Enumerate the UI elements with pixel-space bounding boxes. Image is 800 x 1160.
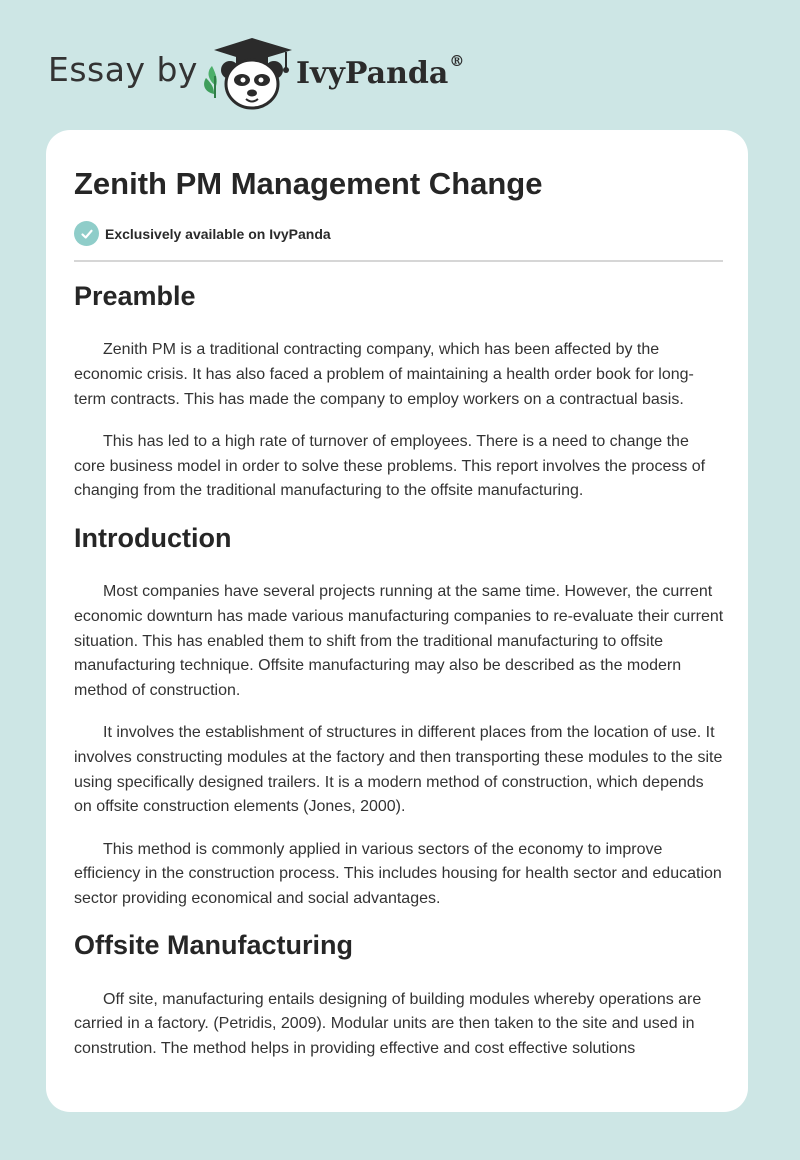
section-heading: Offsite Manufacturing (74, 930, 354, 961)
paragraph: This has led to a high rate of turnover of employees. There is a need to change the core business model in order to solve these problems. This report involves the process of changing from the traditional manufacturing to the offsite manufacturing. (74, 433, 706, 500)
section-introduction (74, 522, 724, 912)
section-heading: Introduction (74, 522, 232, 553)
page-title: Zenith PM Management Change (74, 166, 543, 201)
paragraph: Most companies have several projects running at the same time. However, the current economic downturn has made various manufacturing companies to re-evaluate their current situation. This has enabled them to shift from the traditional manufacturing to offsite manufacturing technique. Offsite manufacturing may also be described as the modern method of construction. (74, 583, 724, 699)
brand-label: IvyPanda (296, 56, 449, 91)
section-heading: Preamble (74, 281, 196, 311)
section-preamble (74, 280, 724, 504)
essay-by-label: Essay by (48, 50, 198, 89)
brand-name[interactable] (296, 52, 465, 91)
exclusive-badge (74, 221, 331, 246)
badge-text: Exclusively available on IvyPanda (105, 225, 331, 242)
divider (74, 260, 723, 262)
site-header (0, 0, 800, 130)
paragraph: This method is commonly applied in various sectors of the economy to improve efficiency in the construction process. This includes housing for health sector and education sector providing economical and social advantages. (74, 840, 722, 907)
paragraph: Off site, manufacturing entails designing of building modules whereby operations are carried in a factory. (Petridis, 2009). Modular units are then taken to the site and used in constrution. The method helps in providing effective and cost effective solutions (74, 990, 702, 1058)
panda-graduate-icon[interactable] (200, 36, 295, 110)
essay-card (46, 130, 748, 1112)
check-circle-icon (74, 221, 99, 246)
section-offsite-manufacturing (74, 929, 724, 1061)
paragraph: Zenith PM is a traditional contracting company, which has been affected by the economic crisis. It has also faced a problem of maintaining a health order book for long-term contracts. This has made the company to employ workers on a contractual basis. (74, 341, 694, 408)
essay-content (74, 280, 724, 1080)
registered-mark: ® (449, 52, 465, 70)
paragraph: It involves the establishment of structures in different places from the location of use. It involves constructing modules at the factory and then transporting these modules to the site using specifically designed trailers. It is a modern method of construction, which depends on offsite construction elements (Jones, 2000). (74, 724, 723, 816)
